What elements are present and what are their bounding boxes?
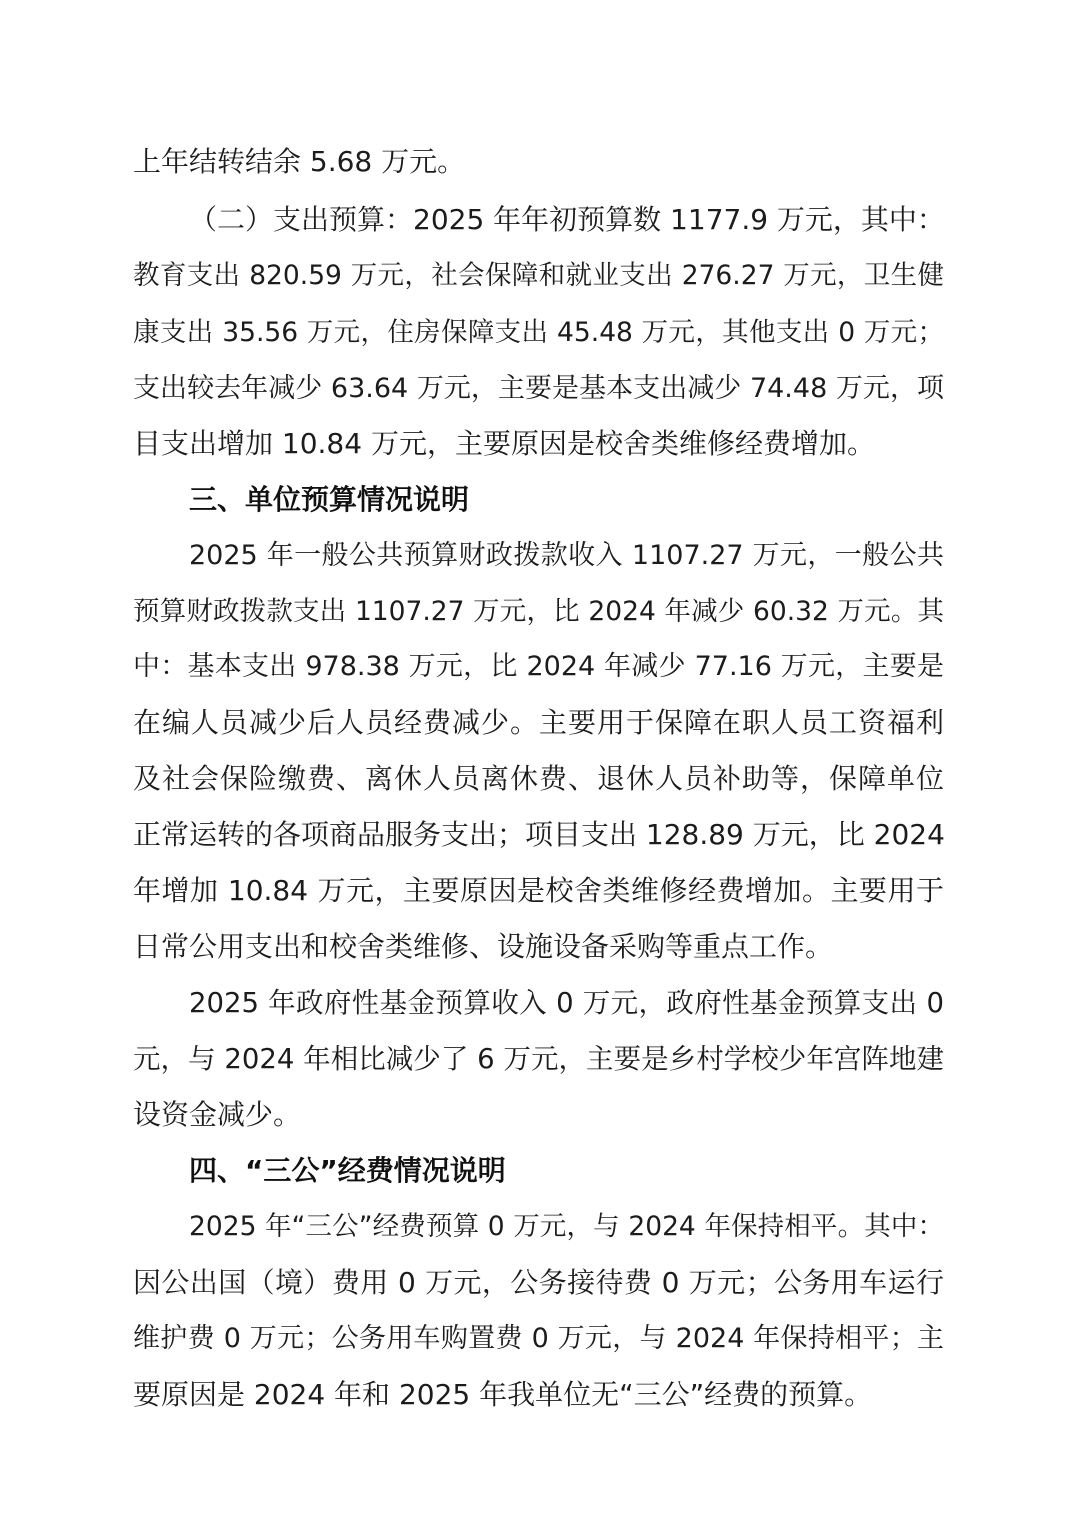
paragraph-line: 日常公用支出和校舍类维修、设施设备采购等重点工作。 xyxy=(133,930,834,963)
paragraph-line: 2025 年“三公”经费预算 0 万元，与 2024 年保持相平。其中： xyxy=(189,1211,944,1242)
paragraph-line: 预算财政拨款支出 1107.27 万元，比 2024 年减少 60.32 万元。其 xyxy=(133,596,944,627)
paragraph-line: 2025 年一般公共预算财政拨款收入 1107.27 万元，一般公共 xyxy=(189,540,944,571)
section-heading-unit-budget: 三、单位预算情况说明 xyxy=(189,483,470,516)
paragraph-line: 正常运转的各项商品服务支出；项目支出 128.89 万元，比 2024 xyxy=(133,818,945,851)
paragraph-line: 元，与 2024 年相比减少了 6 万元，主要是乡村学校少年宫阵地建 xyxy=(133,1043,944,1075)
paragraph-line: 2025 年政府性基金预算收入 0 万元，政府性基金预算支出 0 xyxy=(189,987,944,1019)
paragraph-line: 支出较去年减少 63.64 万元，主要是基本支出减少 74.48 万元，项 xyxy=(133,373,944,404)
paragraph-line: 要原因是 2024 年和 2025 年我单位无“三公”经费的预算。 xyxy=(133,1378,873,1411)
paragraph-line: 中：基本支出 978.38 万元，比 2024 年减少 77.16 万元，主要是 xyxy=(133,651,944,682)
paragraph-line: 康支出 35.56 万元，住房保障支出 45.48 万元，其他支出 0 万元； xyxy=(133,317,944,348)
paragraph-line: 及社会保险缴费、离休人员离休费、退休人员补助等，保障单位 xyxy=(133,762,944,795)
paragraph-line: 目支出增加 10.84 万元，主要原因是校舍类维修经费增加。 xyxy=(133,427,875,460)
paragraph-line: 维护费 0 万元；公务用车购置费 0 万元，与 2024 年保持相平；主 xyxy=(133,1323,944,1354)
paragraph-line: 教育支出 820.59 万元，社会保障和就业支出 276.27 万元，卫生健 xyxy=(133,260,944,291)
paragraph-line: （二）支出预算：2025 年年初预算数 1177.9 万元，其中： xyxy=(189,203,945,236)
paragraph-line: 年增加 10.84 万元，主要原因是校舍类维修经费增加。主要用于 xyxy=(133,874,944,907)
section-heading-three-public-expenses: 四、“三公”经费情况说明 xyxy=(189,1154,506,1187)
paragraph-line: 上年结转结余 5.68 万元。 xyxy=(133,145,466,178)
paragraph-line: 设资金减少。 xyxy=(133,1098,302,1131)
paragraph-line: 在编人员减少后人员经费减少。主要用于保障在职人员工资福利 xyxy=(133,706,944,739)
paragraph-line: 因公出国（境）费用 0 万元，公务接待费 0 万元；公务用车运行 xyxy=(133,1266,944,1299)
